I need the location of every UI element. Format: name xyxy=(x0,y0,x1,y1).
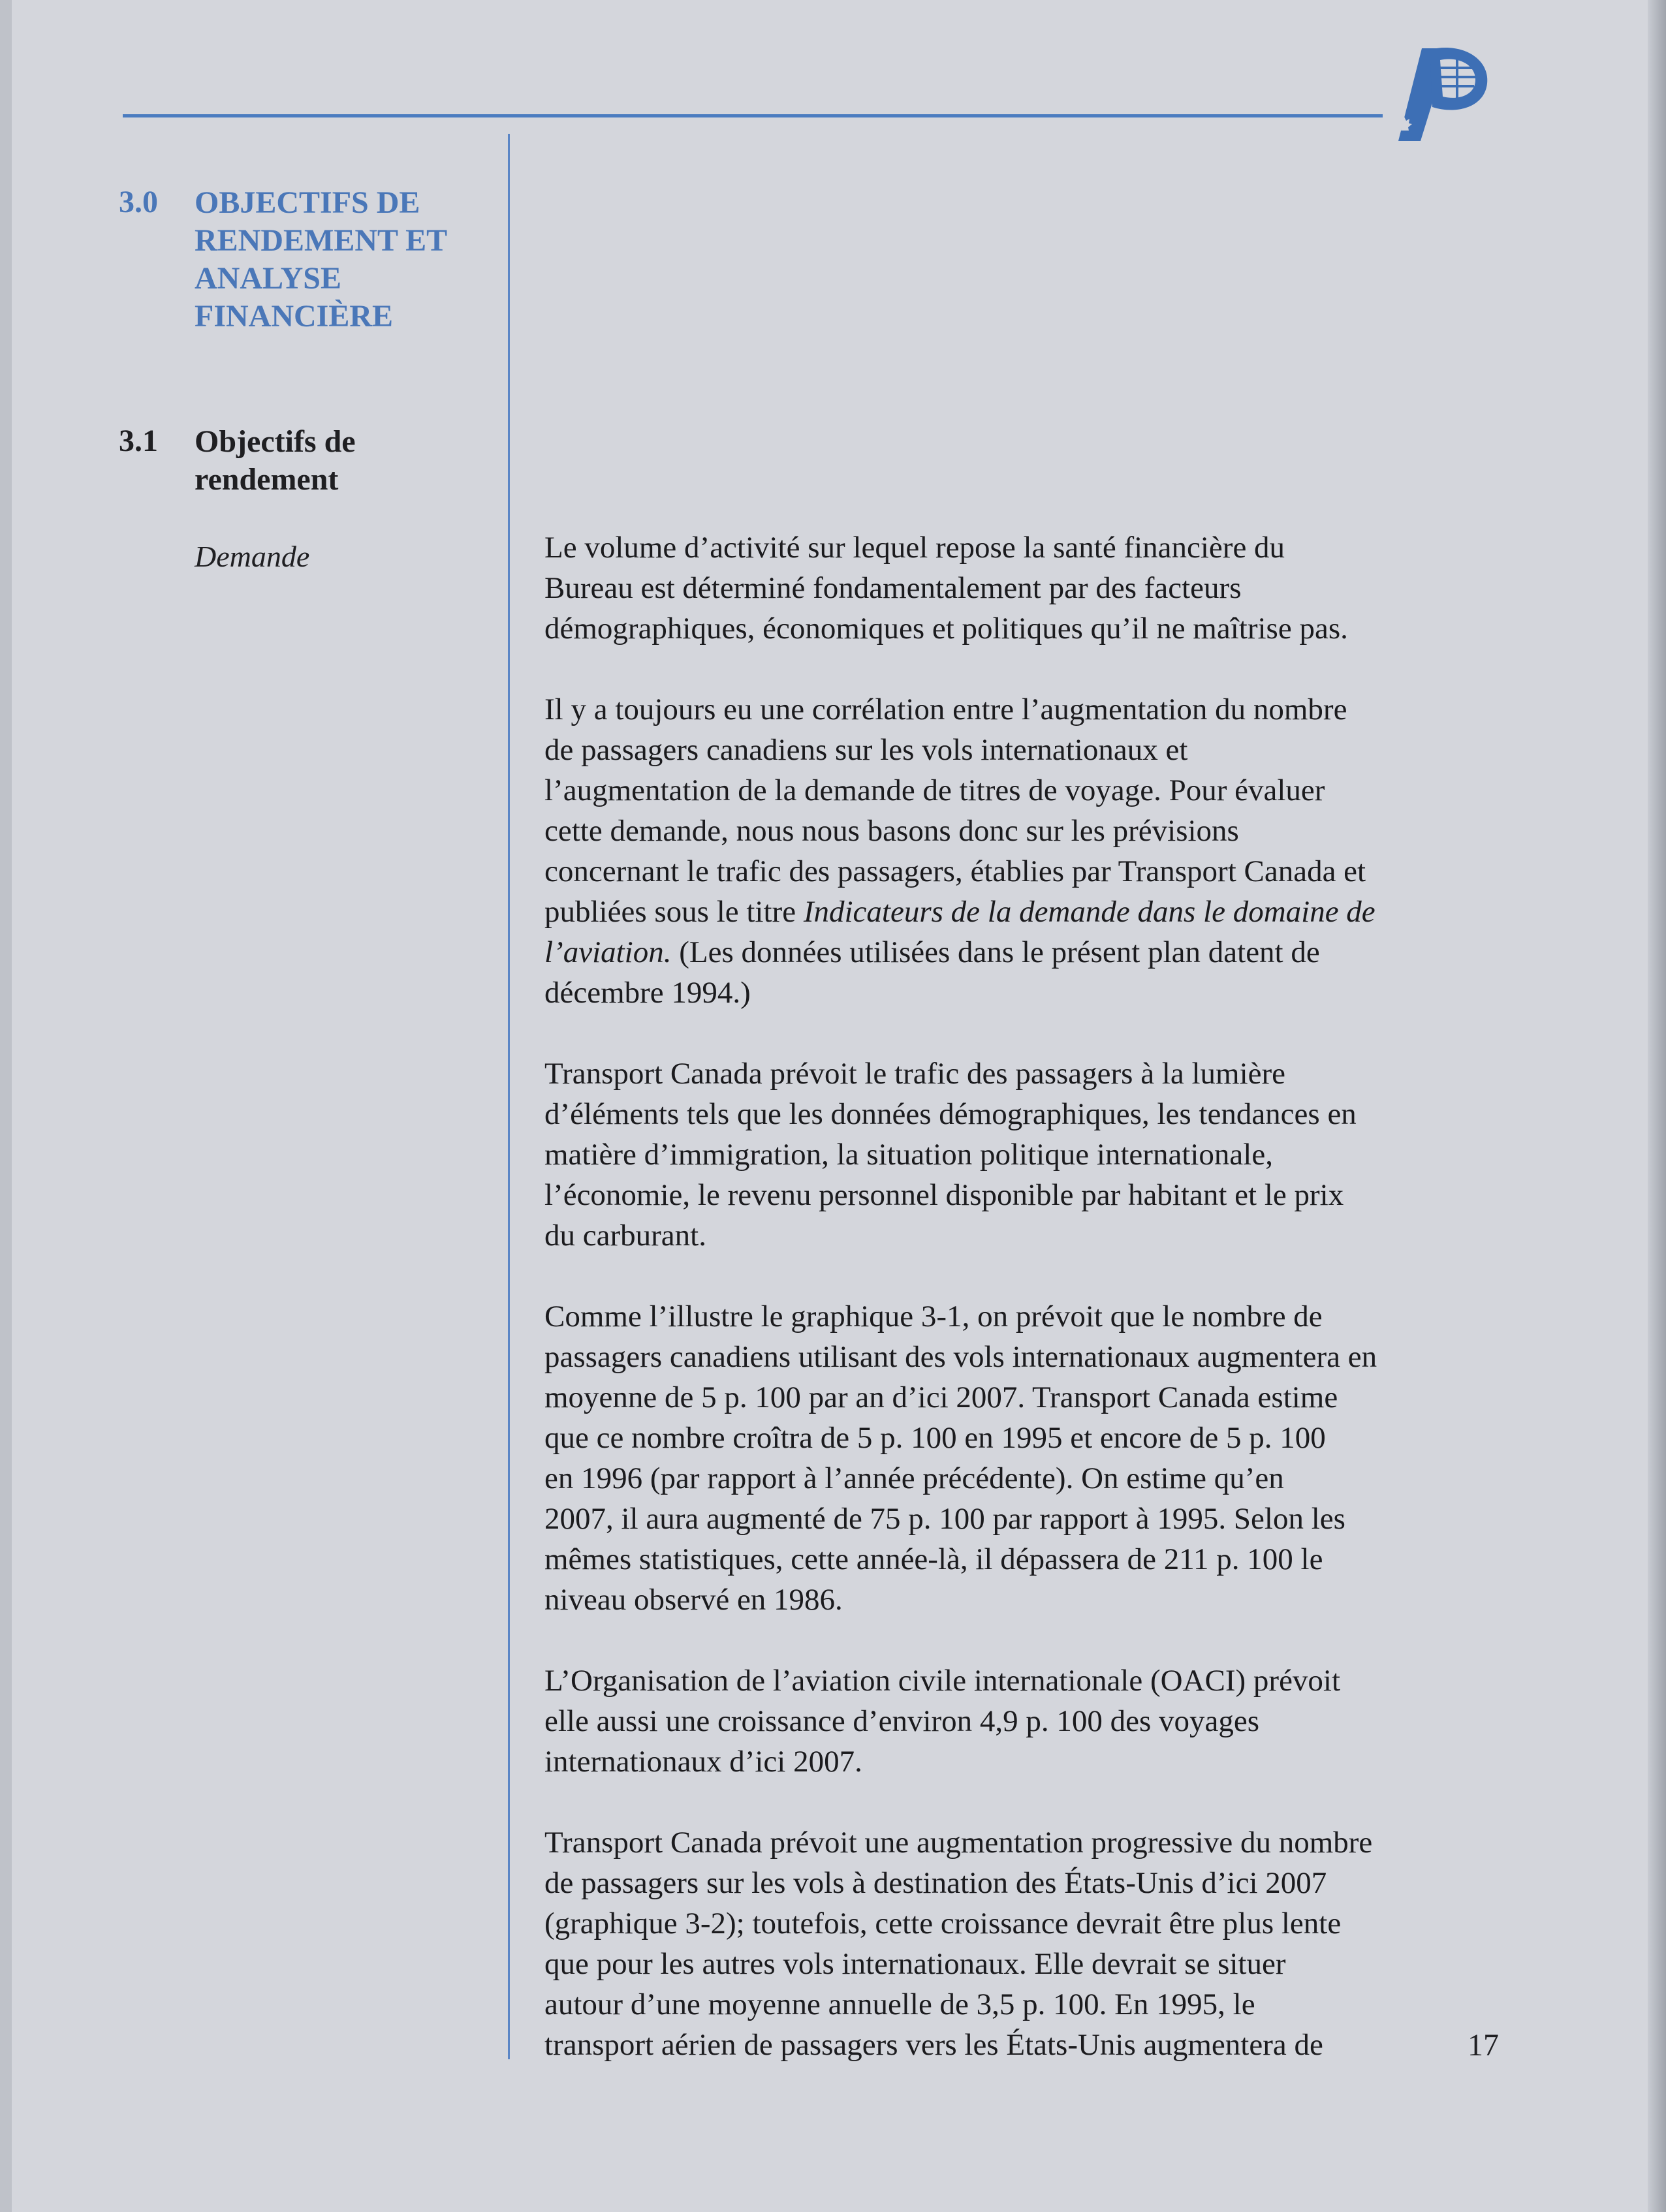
paragraph xyxy=(544,1660,1504,1782)
text-line: Bureau est déterminé fondamentalement par des facteurs xyxy=(544,571,1242,605)
header-rule xyxy=(123,114,1383,117)
text-run: (Les données utilisées dans le présent plan datent de xyxy=(671,935,1320,969)
subsection-number: 3.1 xyxy=(119,424,158,458)
subsection-title-line: Objectifs de xyxy=(195,424,356,459)
text-line: matière d’immigration, la situation politique internationale, xyxy=(544,1138,1273,1172)
text-line: elle aussi une croissance d’environ 4,9 p. 100 des voyages xyxy=(544,1704,1260,1738)
text-line: que pour les autres vols internationaux. Elle devrait se situer xyxy=(544,1947,1286,1981)
page-edge-left xyxy=(0,0,12,2212)
section-title-line: OBJECTIFS DE xyxy=(195,185,420,220)
paragraph xyxy=(544,1822,1504,2065)
section-number: 3.0 xyxy=(119,185,158,219)
text-line: l’augmentation de la demande de titres de voyage. Pour évaluer xyxy=(544,773,1325,807)
text-line xyxy=(544,932,1504,973)
section-title xyxy=(195,184,495,335)
page-edge-right xyxy=(1648,0,1666,2212)
text-line: transport aérien de passagers vers les États-Unis augmentera de xyxy=(544,2028,1323,2062)
body-text xyxy=(544,527,1504,2106)
text-line: Comme l’illustre le graphique 3-1, on prévoit que le nombre de xyxy=(544,1300,1323,1333)
text-line: décembre 1994.) xyxy=(544,976,751,1010)
text-line: L’Organisation de l’aviation civile internationale (OACI) prévoit xyxy=(544,1664,1341,1698)
text-line: Transport Canada prévoit le trafic des passagers à la lumière xyxy=(544,1057,1286,1091)
text-line: Transport Canada prévoit une augmentation progressive du nombre xyxy=(544,1826,1373,1860)
publication-title: l’aviation. xyxy=(544,935,672,969)
text-line: Il y a toujours eu une corrélation entre l’augmentation du nombre xyxy=(544,693,1347,726)
text-line: l’économie, le revenu personnel disponible par habitant et le prix xyxy=(544,1178,1344,1212)
text-line: internationaux d’ici 2007. xyxy=(544,1745,862,1779)
paragraph xyxy=(544,689,1504,1013)
section-title-line: ANALYSE xyxy=(195,261,341,296)
text-line: passagers canadiens utilisant des vols internationaux augmentera en xyxy=(544,1340,1377,1374)
text-line: de passagers sur les vols à destination des États-Unis d’ici 2007 xyxy=(544,1866,1327,1900)
passport-office-logo-icon xyxy=(1384,39,1495,150)
column-divider xyxy=(508,134,510,2059)
text-line: que ce nombre croîtra de 5 p. 100 en 1995 et encore de 5 p. 100 xyxy=(544,1421,1326,1455)
text-line: autour d’une moyenne annuelle de 3,5 p. 100. En 1995, le xyxy=(544,1987,1255,2021)
paragraph xyxy=(544,1053,1504,1256)
text-line: (graphique 3-2); toutefois, cette croissance devrait être plus lente xyxy=(544,1907,1342,1940)
text-line: du carburant. xyxy=(544,1219,706,1253)
text-line: mêmes statistiques, cette année-là, il dépassera de 211 p. 100 le xyxy=(544,1542,1323,1576)
text-line: niveau observé en 1986. xyxy=(544,1583,843,1617)
page-number: 17 xyxy=(1468,2028,1499,2063)
section-title-line: RENDEMENT ET xyxy=(195,223,448,258)
text-line: moyenne de 5 p. 100 par an d’ici 2007. Transport Canada estime xyxy=(544,1380,1338,1414)
text-line xyxy=(544,892,1504,932)
section-title-line: FINANCIÈRE xyxy=(195,299,394,334)
text-line: Le volume d’activité sur lequel repose la santé financière du xyxy=(544,531,1285,565)
text-line: cette demande, nous nous basons donc sur les prévisions xyxy=(544,814,1239,848)
publication-title: Indicateurs de la demande dans le domaine de xyxy=(803,895,1375,929)
paragraph xyxy=(544,527,1504,649)
text-line: démographiques, économiques et politiques qu’il ne maîtrise pas. xyxy=(544,612,1348,646)
subsection-title xyxy=(195,423,495,499)
text-run: publiées sous le titre xyxy=(544,895,804,929)
text-line: concernant le trafic des passagers, établies par Transport Canada et xyxy=(544,854,1366,888)
text-line: 2007, il aura augmenté de 75 p. 100 par rapport à 1995. Selon les xyxy=(544,1502,1345,1536)
text-line: de passagers canadiens sur les vols internationaux et xyxy=(544,733,1188,767)
paragraph xyxy=(544,1296,1504,1620)
text-line: d’éléments tels que les données démographiques, les tendances en xyxy=(544,1097,1357,1131)
subsection-title-line: rendement xyxy=(195,462,339,497)
side-subheading: Demande xyxy=(195,540,310,573)
text-line: en 1996 (par rapport à l’année précédente). On estime qu’en xyxy=(544,1461,1284,1495)
